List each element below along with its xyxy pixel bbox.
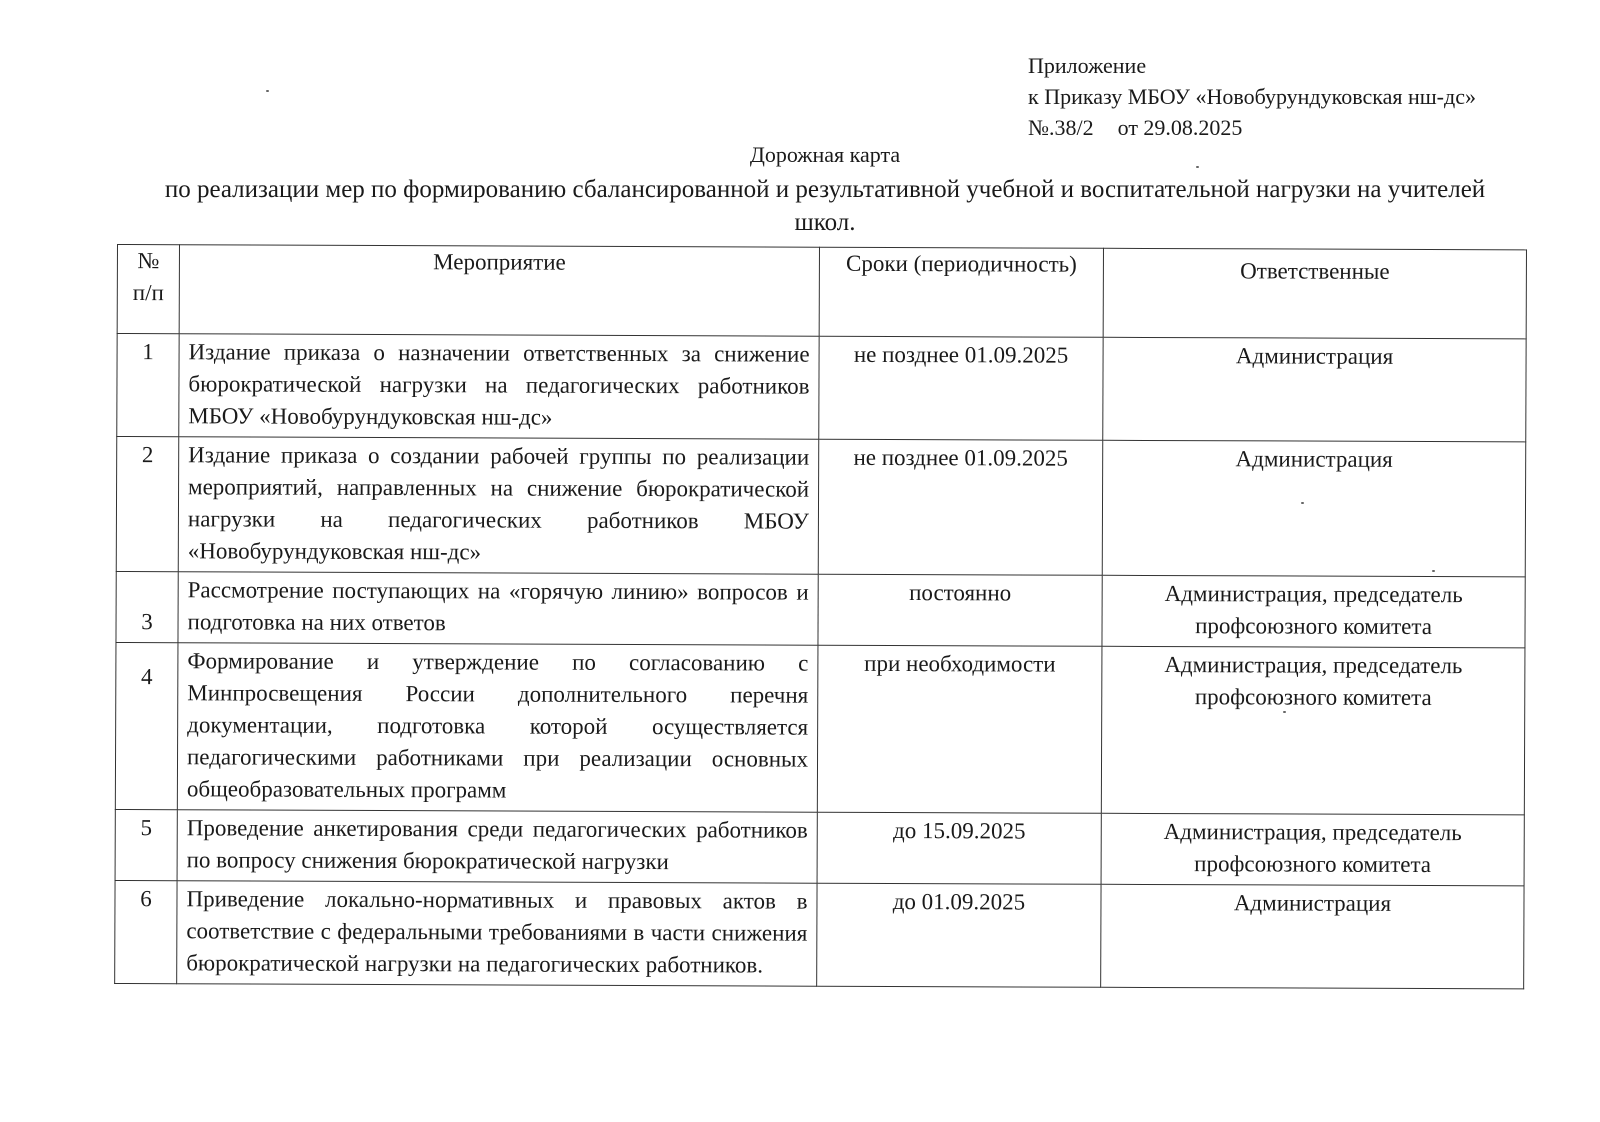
appendix-block	[1028, 50, 1476, 143]
document-title: Дорожная карта	[749, 142, 901, 167]
row-term: не позднее 01.09.2025	[818, 439, 1103, 575]
scan-speck	[1301, 502, 1304, 504]
row-num: 2	[116, 437, 179, 572]
order-number: №.38/2	[1028, 115, 1094, 140]
header-responsible: Ответственные	[1103, 248, 1526, 339]
row-responsible: Администрация, председатель профсоюзного комитета	[1101, 646, 1525, 815]
row-num: 3	[116, 571, 178, 642]
row-responsible: Администрация	[1101, 884, 1524, 989]
row-term: не позднее 01.09.2025	[819, 336, 1103, 440]
table-header-row	[117, 245, 1526, 339]
row-activity: Формирование и утверждение по согласованию с Минпросвещения России дополнительного перечня документации, подготовка которой осуществляется педагогическими работниками при реализации основных общеобразовательных программ	[177, 643, 818, 812]
roadmap-table	[114, 244, 1527, 989]
row-activity: Приведение локально-нормативных и правовых актов в соответствие с федеральными требованиями в части снижения бюрократической нагрузки на педагогических работников.	[177, 881, 817, 986]
header-num: № п/п	[117, 245, 179, 334]
row-responsible: Администрация	[1102, 440, 1526, 577]
table-row	[117, 334, 1526, 442]
row-activity: Издание приказа о создании рабочей группы по реализации мероприятий, направленных на снижение бюрократической нагрузки на педагогических работников МБОУ «Новобурундуковская нш-дс»	[178, 437, 819, 574]
appendix-label: Приложение	[1028, 53, 1147, 78]
row-term: при необходимости	[817, 645, 1102, 813]
row-num: 6	[115, 880, 177, 983]
table-row	[115, 880, 1524, 988]
order-date: от 29.08.2025	[1117, 115, 1243, 140]
table-row	[116, 437, 1526, 577]
header-activity: Мероприятие	[179, 245, 819, 336]
row-num: 5	[115, 809, 177, 880]
row-num: 4	[115, 642, 178, 809]
row-activity: Рассмотрение поступающих на «горячую линию» вопросов и подготовка на них ответов	[178, 572, 818, 645]
scan-speck	[266, 90, 269, 92]
row-term: постоянно	[818, 574, 1102, 646]
row-activity: Издание приказа о назначении ответственных за снижение бюрократической нагрузки на педагогических работников МБОУ «Новобурундуковская нш-дс»	[179, 334, 819, 439]
document-subtitle: по реализации мер по формированию сбалансированной и результативной учебной и воспитательной нагрузки на учителей школ.	[164, 176, 1486, 236]
document-title-block	[150, 140, 1500, 239]
appendix-number-date	[1028, 112, 1476, 143]
table-row	[115, 809, 1524, 885]
row-term: до 01.09.2025	[817, 883, 1101, 987]
row-responsible: Администрация	[1103, 337, 1526, 442]
appendix-order-ref: к Приказу МБОУ «Новобурундуковская нш-дс»	[1028, 84, 1476, 109]
table-row	[116, 571, 1525, 647]
row-responsible: Администрация, председатель профсоюзного комитета	[1101, 813, 1524, 886]
scan-speck	[1432, 570, 1435, 572]
row-activity: Проведение анкетирования среди педагогических работников по вопросу снижения бюрократической нагрузки	[177, 810, 817, 883]
row-term: до 15.09.2025	[817, 812, 1101, 884]
row-num: 1	[117, 334, 179, 437]
header-term: Сроки (периодичность)	[819, 247, 1103, 337]
table-row	[115, 642, 1525, 814]
row-responsible: Администрация, председатель профсоюзного комитета	[1102, 575, 1525, 648]
scan-speck	[1283, 711, 1286, 713]
scan-speck	[1196, 166, 1199, 168]
